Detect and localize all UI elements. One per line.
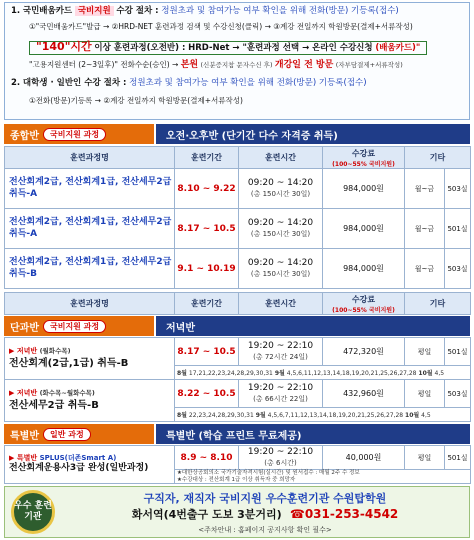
enrollment-notice: [4, 2, 470, 120]
header-fee: [323, 147, 405, 169]
course-name-cell: ▶ 특별반 SPLUS(더존Smart A) 전산회계운용사3급 완성(일반과정): [5, 446, 175, 484]
notice-line3: [29, 41, 427, 53]
header-period: 훈련기간: [175, 293, 239, 315]
course-name-cell: ▶ 저녁반 (화수목~월화수목) 전산세무2급 취득-B: [5, 380, 175, 422]
course-period: 8.10 ~ 9.22: [175, 169, 239, 209]
month-label: 9월: [255, 412, 266, 419]
section-title: 오전·오후반 (단기간 다수 자격증 취득): [156, 124, 470, 144]
course-schedule: 평일: [405, 338, 445, 366]
course-period: 8.22 ~ 10.5: [175, 380, 239, 408]
course-schedule: 평일: [405, 380, 445, 408]
header-course-name: 훈련과정명: [5, 147, 175, 169]
section-label: 단과반: [10, 322, 39, 334]
table-row[interactable]: [5, 209, 471, 249]
step-number: 1.: [11, 6, 21, 16]
academy-address: 화서역(4번출구 도보 3분거리): [131, 508, 282, 521]
academy-footer: [4, 486, 470, 538]
course-name: 전산회계2급, 전산회계1급, 전산세무2급 취득-B: [5, 249, 175, 289]
gov-support-tag: 국비지원: [75, 6, 114, 16]
fee-label: 수강료: [351, 148, 376, 158]
time-value: 19:20 ~ 22:10: [247, 447, 314, 458]
course-schedule: 월~금: [405, 169, 445, 209]
fee-label: 수강료: [351, 294, 376, 304]
course-room: 503실: [445, 249, 471, 289]
course-time: [239, 380, 323, 408]
procedure-desc: 정원초과 및 참여가능 여부 확인을 위해 전화(방문) 기등록(접수): [161, 6, 399, 16]
course-fee: 984,000원: [323, 249, 405, 289]
id-note: (신분증지참 문자수신 후): [200, 61, 273, 69]
course-type: 이상 훈련과정(오전반) :: [94, 43, 186, 53]
time-total: (총 6시간): [264, 458, 297, 467]
course-fee: 984,000원: [323, 209, 405, 249]
header-time: 훈련시간: [239, 147, 323, 169]
course-room: 501실: [445, 338, 471, 366]
course-schedule: 월~금: [405, 249, 445, 289]
course-period: 8.9 ~ 8.10: [175, 446, 239, 470]
logo-text: 우수 훈련기관: [14, 501, 52, 522]
parking-note: <주차안내 : 홈페이지 공지사항 확인 필수>: [198, 526, 332, 534]
date-list: 4,5,6,11,12,13,14,18,19,20,21,25,26,27,28: [286, 370, 417, 377]
section-tag: 일반 과정: [43, 428, 91, 441]
month-label: 10월: [405, 412, 420, 419]
course-table-evening: [4, 337, 471, 422]
notice-line5: [11, 79, 367, 88]
center-label: "고용지원센터 (2~3일후)": [29, 60, 118, 69]
course-period: 8.17 ~ 10.5: [175, 209, 239, 249]
course-schedule: 평일: [405, 446, 445, 470]
table-row[interactable]: [5, 169, 471, 209]
notice-line1: [11, 7, 399, 16]
month-label: 9월: [274, 370, 285, 377]
general-procedure-label: 대학생 · 일반인 수강 절차 :: [22, 78, 127, 88]
session-dates: [175, 408, 471, 422]
award-logo: [11, 490, 55, 534]
fee-sub: (100~55% 국비지원): [332, 306, 395, 314]
academy-title: 구직자, 재직자 국비지원 우수훈련기관 수원탑학원: [143, 492, 387, 505]
special-tag: 특별반: [16, 454, 38, 463]
fee-sub: (100~55% 국비지원): [332, 160, 395, 168]
table-row[interactable]: [5, 338, 471, 366]
course-room: 503실: [445, 169, 471, 209]
course-fee: 984,000원: [323, 169, 405, 209]
academy-phone[interactable]: ☎031-253-4542: [289, 507, 399, 521]
date-list: 22,23,24,28,29,30,31: [188, 412, 254, 419]
month-label: 10월: [418, 370, 433, 377]
section-label: 특별반: [10, 430, 39, 442]
note-exam: ★대한상공회의소 국가기술자격시험(실시간) 및 원서접수 : 매월 2주 수 정보: [177, 470, 360, 476]
header-course-name: 훈련과정명: [5, 293, 175, 315]
course-period: 8.17 ~ 10.5: [175, 338, 239, 366]
notice-steps-1: ①"국민배움카드"발급 → ②HRD-NET 훈련과정 검색 및 수강신청(클릭) → ③계강 전일까지 학원방문(결제+서류작성): [29, 22, 413, 31]
date-list: 17,21,22,23,24,28,29,30,31: [188, 370, 273, 377]
time-value: 19:20 ~ 22:10: [247, 383, 314, 394]
header-etc: 기타: [405, 293, 471, 315]
section-title: 특별반 (학습 프린트 무료제공): [156, 424, 470, 444]
evening-days: (화수목~월화수목): [39, 389, 95, 398]
date-list: 4,5: [421, 412, 431, 419]
section-tag: 국비지원 과정: [43, 128, 106, 141]
section-special-bar: [4, 424, 154, 444]
special-notes: [175, 470, 471, 484]
online-steps: HRD-Net → "훈련과정 선택 → 온라인 수강신청: [188, 43, 373, 53]
evening-tag: 저녁반: [16, 347, 38, 356]
header-time: 훈련시간: [239, 293, 323, 315]
course-table-header-2: [4, 292, 471, 315]
time-value: 09:20 ~ 14:20: [247, 258, 314, 269]
main-branch: 본원: [180, 60, 199, 70]
month-label: 8월: [177, 370, 187, 377]
course-time: [239, 209, 323, 249]
section-title: 저녁반: [156, 316, 470, 336]
course-time: [239, 169, 323, 209]
general-procedure-desc: 정원초과 및 참여가능 여부 확인을 위해 전화(방문) 기등록(접수): [129, 78, 367, 88]
course-table-day: [4, 146, 471, 289]
card-note: (배움카드)": [375, 43, 421, 53]
time-total: (총 72시간 24일): [253, 352, 308, 361]
course-fee: 40,000원: [323, 446, 405, 470]
course-fee: 472,320원: [323, 338, 405, 366]
step-number-2: 2.: [11, 78, 21, 88]
course-room: 503실: [445, 380, 471, 408]
time-value: 09:20 ~ 14:20: [247, 178, 314, 189]
month-label: 8월: [177, 412, 187, 419]
course-schedule: 월~금: [405, 209, 445, 249]
course-period: 9.1 ~ 10.19: [175, 249, 239, 289]
payment-note: (자부담결제+서류작성): [335, 61, 403, 69]
course-name: 전산세무2급 취득-B: [9, 399, 99, 411]
time-value: 09:20 ~ 14:20: [247, 218, 314, 229]
section-general-bar: [4, 124, 154, 144]
table-row[interactable]: [5, 249, 471, 289]
course-room: 501실: [445, 209, 471, 249]
section-single-bar: [4, 316, 154, 336]
notice-steps-2: ①전화(방문)기등록 → ②계강 전일까지 학원방문(결제+서류작성): [29, 96, 243, 105]
time-value: 19:20 ~ 22:10: [247, 341, 314, 352]
header-period: 훈련기간: [175, 147, 239, 169]
course-name-cell: ▶ 저녁반 (월화수목) 전산회계(2급,1급) 취득-B: [5, 338, 175, 380]
course-room: 501실: [445, 446, 471, 470]
section-tag: 국비지원 과정: [43, 320, 106, 333]
time-total: (총 150시간 30일): [250, 269, 311, 278]
evening-tag: 저녁반: [16, 389, 38, 398]
date-list: 4,5,6,7,11,12,13,14,18,19,20,21,25,26,27,28: [267, 412, 404, 419]
course-name: 전산회계2급, 전산회계1급, 전산세무2급 취득-A: [5, 169, 175, 209]
course-name: 전산회계(2급,1급) 취득-B: [9, 357, 129, 369]
approval-label: 전화수순(승인) →: [120, 60, 179, 69]
visit-label: 개강일 전 방문: [274, 60, 334, 70]
course-name: 전산회계2급, 전산회계1급, 전산세무2급 취득-A: [5, 209, 175, 249]
table-row[interactable]: [5, 380, 471, 408]
note-target: ★수강대상 : 전산회계 1급 이상 취득자 중 희망자: [177, 476, 296, 483]
session-dates: [175, 366, 471, 380]
course-fee: 432,960원: [323, 380, 405, 408]
software-label: SPLUS(더존Smart A): [39, 454, 117, 463]
procedure-label: 수강 절차 :: [116, 6, 159, 16]
course-name: 전산회계운용사3급 완성(일반과정): [9, 463, 149, 474]
card-name: 국민배움카드: [22, 6, 73, 16]
section-label: 종합반: [10, 130, 39, 142]
evening-days: (월화수목): [39, 347, 71, 356]
course-time: [239, 446, 323, 470]
time-total: (총 66시간 22일): [253, 394, 308, 403]
hours-label: "140"시간: [36, 40, 92, 53]
time-total: (총 150시간 30일): [250, 229, 311, 238]
table-row[interactable]: [5, 446, 471, 470]
course-table-special: [4, 445, 471, 484]
header-fee: [323, 293, 405, 315]
header-etc: 기타: [405, 147, 471, 169]
notice-line4: [29, 61, 403, 71]
course-time: [239, 338, 323, 366]
time-total: (총 150시간 30일): [250, 189, 311, 198]
date-list: 4,5: [434, 370, 445, 377]
course-time: [239, 249, 323, 289]
